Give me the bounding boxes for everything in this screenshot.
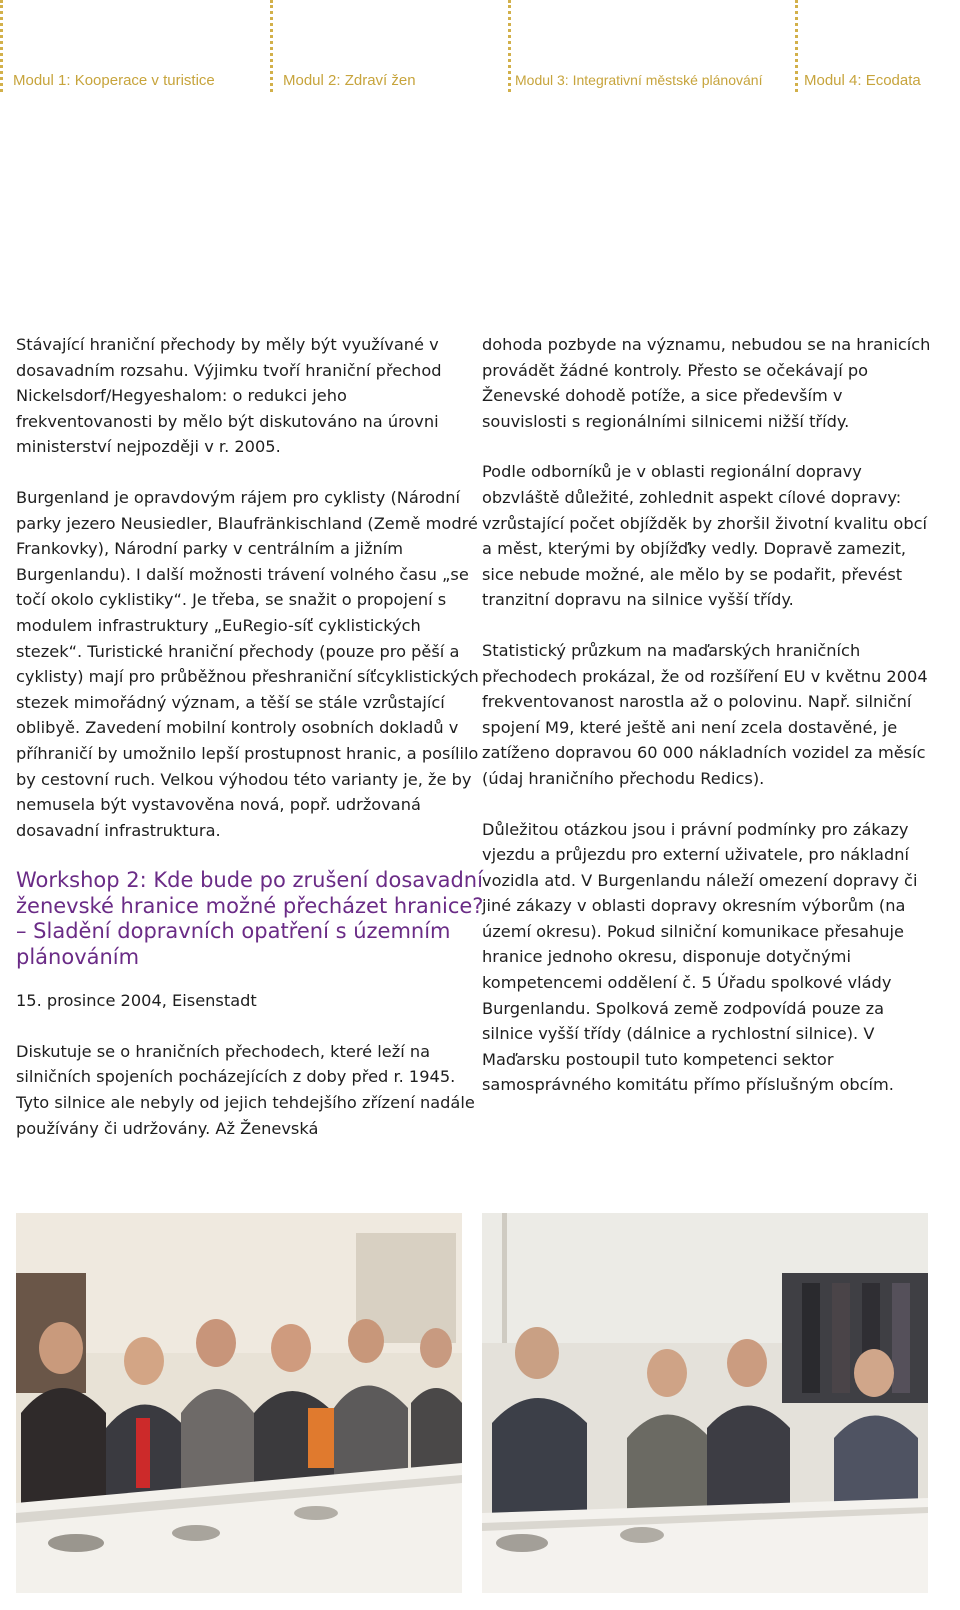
paragraph-legal-conditions: Důležitou otázkou jsou i právní podmínky pro zákazy vjezdu a průjezdu pro externí uživatele, pro nákladní vozidla atd. V Burgenlandu náleží omezení dopravy či jiné zákazy v oblasti dopravy okresním výborům (na území okresu). Pokud silniční komunikace přesahuje hranice jednoho okresu, disponuje dotyčnými kompetencemi oddělení č. 5 Úřadu spolkové vlády Burgenlandu. Spolková země zodpovídá pouze za silnice vyšší třídy (dálnice a rychlostní silnice). V Maďarsku postoupil tuto kompetenci sektor samosprávného komitátu přímo příslušným obcím. (482, 819, 918, 1095)
module-label-1: Modul 1: Kooperace v turistice (13, 72, 215, 89)
photo-meeting-right-image (482, 1213, 928, 1593)
paragraph-statistics: Statistický průzkum na maďarských hraničních přechodech prokázal, že od rozšíření EU v květnu 2004 frekventovanost narostla až o polovinu. Např. silniční spojení M9, které ještě ani není zcela dostavěné, je zatíženo dopravou 60 000 nákladních vozidel za měsíc (údaj hraničního přechodu Redics). (482, 640, 928, 788)
photo-meeting-left (16, 1213, 462, 1593)
paragraph-cycling: Burgenland je opravdovým rájem pro cyklisty (Národní parky jezero Neusiedler, Blaufränkischland (Země modré Frankovky), Národní parky v centrálním a jižním Burgenlandu). I další možnosti trávení volného času „se točí okolo cyklistiky“. Je třeba, se snažit o propojení s modulem infrastruktury „EuRegio-síť cyklistických stezek“. Turistické hraniční přechody (pouze pro pěší a cyklisty) mají pro průběžnou přeshraniční síťcyklistických stezek mimořádný význam, a těší se stále vzrůstající oblibyě. Zavedení mobilní kontroly osobních dokladů v příhraničí by umožnilo lepší prostupnost hranic, a posílilo by cestovní ruch. Velkou výhodou této varianty je, že by nemusela být vystavověna nová, popř. udržovaná dosavadní infrastruktura. (16, 487, 479, 840)
photo-strip (16, 1213, 928, 1593)
module-tab-4[interactable] (795, 0, 921, 92)
module-navigation (0, 0, 960, 100)
module-label-4: Modul 4: Ecodata (804, 72, 921, 89)
workshop-date: 15. prosince 2004, Eisenstadt (16, 991, 257, 1011)
photo-meeting-left-image (16, 1213, 462, 1593)
module-tab-2[interactable] (270, 0, 416, 92)
photo-meeting-right (482, 1213, 928, 1593)
paragraph-discussion: Diskutuje se o hraničních přechodech, které leží na silničních spojeních pocházejících z doby před r. 1945. Tyto silnice ale nebyly od jejich tehdejšího zřízení nadále používány či udržovány. Až Ženevská (16, 1041, 475, 1138)
left-column (16, 332, 486, 1166)
module-tab-1[interactable] (0, 0, 215, 92)
workshop-heading: Workshop 2: Kde bude po zrušení dosavadní ženevské hranice možné přecházet hranice? – Sladění dopravních opatření s územním plánováním (16, 868, 484, 969)
module-tab-3[interactable] (508, 0, 763, 92)
module-label-2: Modul 2: Zdraví žen (283, 72, 416, 89)
paragraph-border-crossings: Stávající hraniční přechody by měly být využívané v dosavadním rozsahu. Výjimku tvoří hraniční přechod Nickelsdorf/Hegyeshalom: o redukci jeho frekventovanosti by mělo být diskutováno na úrovni ministerství nejpozději v r. 2005. (16, 335, 442, 457)
paragraph-geneva-agreement: dohoda pozbyde na významu, nebudou se na hranicích provádět žádné kontroly. Přesto se očekávají po Ženevské dohodě potíže, a sice především v souvislosti s regionálními silnicemi nižší třídy. (482, 335, 931, 431)
right-column (482, 332, 932, 1123)
module-label-3: Modul 3: Integrativní městské plánování (515, 72, 763, 88)
paragraph-regional-traffic: Podle odborníků je v oblasti regionální dopravy obzvláště důležité, zohlednit aspekt cílové dopravy: vzrůstající počet objížděk by zhoršil životní kvalitu obcí a měst, kterými by objížďky vedly. Dopravě zamezit, sice nebude možné, ale mělo by se podařit, převést tranzitní dopravu na silnice vyšší třídy. (482, 462, 927, 610)
